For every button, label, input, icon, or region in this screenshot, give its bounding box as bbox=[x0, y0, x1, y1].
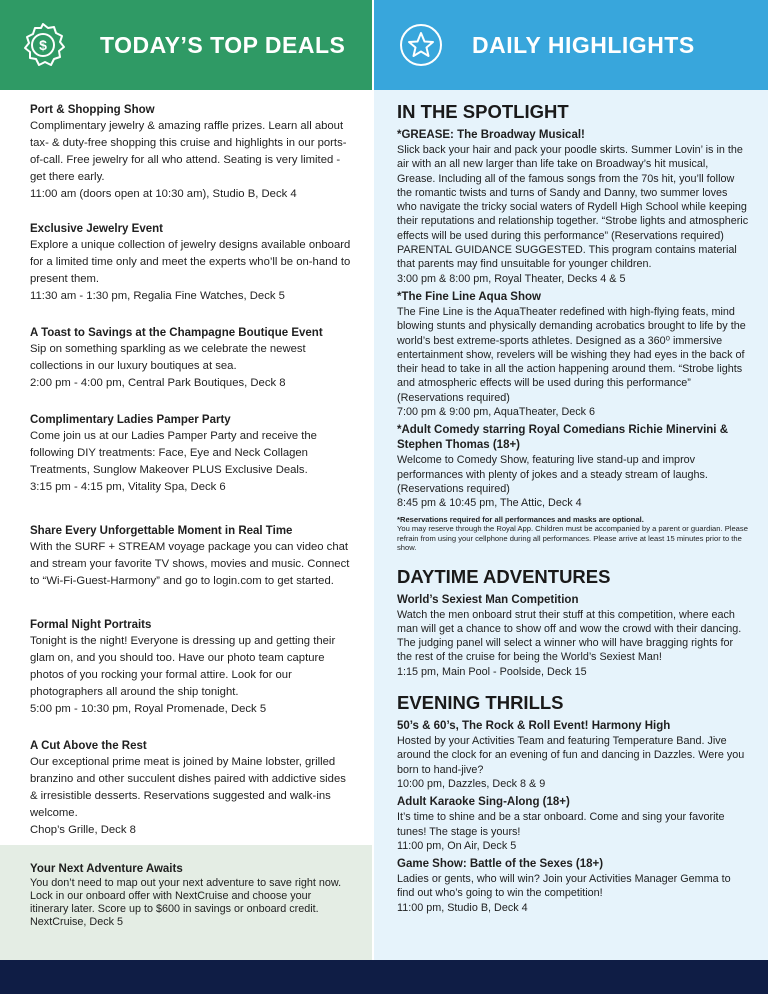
event-title: 50’s & 60’s, The Rock & Roll Event! Harmony High bbox=[397, 720, 671, 733]
next-adventure-description: You don’t need to map out your next adventure to save right now. Lock in our onboard offer with NextCruise and choose your itinerary later. Score up to $600 in savings or onboard credit. bbox=[30, 877, 342, 915]
deal-description: Sip on something sparkling as we celebrate the newest collections in our luxury boutiques at sea. bbox=[30, 343, 306, 372]
deal-title: Share Every Unforgettable Moment in Real Time bbox=[30, 525, 293, 537]
deal-title: A Toast to Savings at the Champagne Boutique Event bbox=[30, 327, 323, 339]
footer-bar bbox=[0, 960, 768, 994]
deal-time-location: 11:00 am (doors open at 10:30 am), Studio B, Deck 4 bbox=[30, 188, 297, 200]
spotlight-heading: IN THE SPOTLIGHT bbox=[397, 101, 569, 122]
event-description: It’s time to shine and be a star onboard. Come and sing your favorite tunes! The stage is yours! bbox=[397, 811, 725, 838]
reservation-note bbox=[397, 515, 749, 553]
next-adventure-box bbox=[0, 845, 372, 960]
event-description: Hosted by your Activities Team and featuring Temperature Band. Jive around the clock for an evening of fun and dancing in Dazzles. Were you born to hand-jive? bbox=[397, 735, 745, 776]
daily-highlights-header bbox=[374, 0, 768, 90]
event-title: *The Fine Line Aqua Show bbox=[397, 290, 541, 303]
event-description: The Fine Line is the AquaTheater redefined with high-flying feats, mind blowing stunts and physically demanding acrobatics brought to life by the world’s best extreme-sports athletes. Designed as a 360⁰ immersive entertainment show, revelers will be wishing they had eyes in the back of their head to take in all the action happening around them. “Strobe lights and atmospheric effects will be used during this performance” (Reservations required) bbox=[397, 305, 746, 404]
reservation-note-text: You may reserve through the Royal App. Children must be accompanied by a parent or guardian. Please refrain from using your cellphone during all performances. Please arrive at least 15 minutes prior to the show. bbox=[397, 524, 748, 553]
deal-title: Formal Night Portraits bbox=[30, 619, 152, 631]
daytime-heading: DAYTIME ADVENTURES bbox=[397, 565, 611, 587]
event-title: World’s Sexiest Man Competition bbox=[397, 593, 579, 606]
deal-item bbox=[30, 102, 352, 203]
deal-title: A Cut Above the Rest bbox=[30, 740, 147, 752]
event-title: Adult Karaoke Sing-Along (18+) bbox=[397, 796, 570, 809]
deal-description: Explore a unique collection of jewelry designs available onboard for a limited time only and meet the experts who’ll be on-hand to present them. bbox=[30, 239, 351, 285]
top-deals-header bbox=[0, 0, 372, 90]
event-description: Ladies or gents, who will win? Join your Activities Manager Gemma to find out who’s going to win the competition! bbox=[397, 873, 731, 900]
star-badge-icon bbox=[398, 22, 444, 68]
event-item bbox=[397, 857, 749, 915]
event-advisory: PARENTAL GUIDANCE SUGGESTED. This program contains material that parents may find unsuitable for younger children. bbox=[397, 244, 737, 271]
event-title: Game Show: Battle of the Sexes (18+) bbox=[397, 858, 604, 871]
deal-time-location: 5:00 pm - 10:30 pm, Royal Promenade, Deck 5 bbox=[30, 703, 267, 715]
event-item bbox=[397, 795, 749, 853]
svg-text:$: $ bbox=[39, 37, 47, 53]
deal-item bbox=[30, 412, 352, 496]
event-item bbox=[397, 128, 749, 286]
next-adventure-location: NextCruise, Deck 5 bbox=[30, 916, 124, 928]
event-description: Slick back your hair and pack your poodle skirts. Summer Lovin’ is in the air with an all new larger than life take on Broadway’s hit musical, Grease. Including all of the famous songs from the 70s hit, you’ll follow the romantic twists and turns of Sandy and Danny, two summer loves who navigate the tricky social waters of Rydell High School while keeping their reputations and relationship together. “Strobe lights and atmospheric effects will be used during this performance” (Reservations required) bbox=[397, 144, 749, 242]
event-time-location: 3:00 pm & 8:00 pm, Royal Theater, Decks 4 & 5 bbox=[397, 272, 626, 285]
deal-description: Come join us at our Ladies Pamper Party and receive the following DIY treatments: Face, Eye and Neck Collagen Treatments, Sunglow Makeover PLUS Exclusive Deals. bbox=[30, 430, 317, 476]
deal-item bbox=[30, 617, 352, 718]
deal-time-location: 3:15 pm - 4:15 pm, Vitality Spa, Deck 6 bbox=[30, 481, 226, 493]
event-item bbox=[397, 719, 749, 791]
event-time-location: 7:00 pm & 9:00 pm, AquaTheater, Deck 6 bbox=[397, 406, 596, 419]
deal-item bbox=[30, 325, 352, 392]
deal-item bbox=[30, 523, 352, 590]
dollar-badge-icon bbox=[20, 22, 66, 68]
deal-description: Tonight is the night! Everyone is dressing up and getting their glam on, and you should too. Have our photo team capture photos of you rocking your formal attire. Look for our photographers all around the ship tonight. bbox=[30, 635, 336, 698]
event-time-location: 11:00 pm, On Air, Deck 5 bbox=[397, 839, 517, 852]
reservation-note-bold: *Reservations required for all performances and masks are optional. bbox=[397, 514, 644, 524]
event-time-location: 10:00 pm, Dazzles, Deck 8 & 9 bbox=[397, 777, 546, 790]
deal-item bbox=[30, 738, 352, 839]
event-title: *Adult Comedy starring Royal Comedians Richie Minervini & Stephen Thomas (18+) bbox=[397, 424, 729, 452]
deal-item bbox=[30, 221, 352, 305]
evening-heading: EVENING THRILLS bbox=[397, 692, 564, 714]
deal-time-location: Chop’s Grille, Deck 8 bbox=[30, 824, 136, 836]
event-time-location: 1:15 pm, Main Pool - Poolside, Deck 15 bbox=[397, 665, 587, 678]
deal-description: Complimentary jewelry & amazing raffle prizes. Learn all about tax- & duty-free shopping this cruise and highlights in our ports-of-call. Free jewelry for all who attend. Seating is very limited - get there early. bbox=[30, 120, 347, 183]
deal-title: Exclusive Jewelry Event bbox=[30, 223, 163, 235]
deal-description: With the SURF + STREAM voyage package you can video chat and stream your favorite TV shows, movies and music. Connect to “Wi-Fi-Guest-Harmony” and go to login.com to get started. bbox=[30, 541, 350, 587]
event-description: Watch the men onboard strut their stuff at this competition, where each man will get a chance to show off and wow the crowd with their dancing. The judging panel will select a winner who will have bragging rights for the rest of the cruise for being the World’s Sexiest Man! bbox=[397, 608, 742, 664]
event-time-location: 8:45 pm & 10:45 pm, The Attic, Deck 4 bbox=[397, 497, 582, 510]
event-item bbox=[397, 593, 749, 679]
event-title: *GREASE: The Broadway Musical! bbox=[397, 129, 585, 141]
deal-title: Port & Shopping Show bbox=[30, 104, 155, 116]
daily-highlights-title: DAILY HIGHLIGHTS bbox=[472, 32, 695, 58]
deal-title: Complimentary Ladies Pamper Party bbox=[30, 414, 231, 426]
deal-time-location: 11:30 am - 1:30 pm, Regalia Fine Watches, Deck 5 bbox=[30, 290, 285, 302]
event-item bbox=[397, 423, 749, 510]
highlights-list bbox=[397, 100, 749, 919]
top-deals-title: TODAY’S TOP DEALS bbox=[100, 32, 346, 58]
event-item bbox=[397, 290, 749, 419]
event-description: Welcome to Comedy Show, featuring live stand-up and improv performances with plenty of jokes and a steady stream of laughs. (Reservations required) bbox=[397, 454, 708, 495]
next-adventure-title: Your Next Adventure Awaits bbox=[30, 863, 183, 875]
deals-list bbox=[30, 102, 352, 857]
deal-description: Our exceptional prime meat is joined by Maine lobster, grilled branzino and other succulent dishes paired with addictive sides & irresistible desserts. Reservations suggested and walk-ins welcome. bbox=[30, 756, 346, 819]
event-time-location: 11:00 pm, Studio B, Deck 4 bbox=[397, 901, 528, 914]
deal-time-location: 2:00 pm - 4:00 pm, Central Park Boutiques, Deck 8 bbox=[30, 377, 286, 389]
